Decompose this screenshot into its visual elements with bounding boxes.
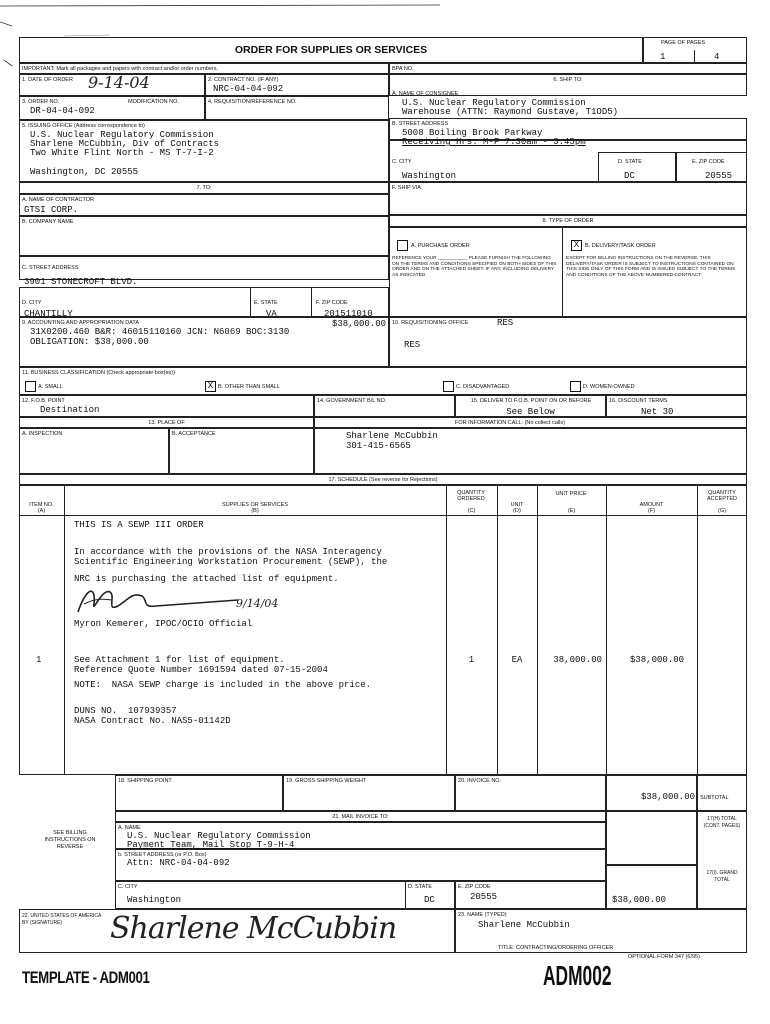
col-item-header: ITEM NO. [29, 502, 54, 508]
gross-weight-label: 19. GROSS SHIPPING WEIGHT [286, 778, 367, 784]
col-qty-header: QUANTITY ORDERED [457, 490, 485, 502]
contractor-label: A. NAME OF CONTRACTOR [22, 197, 95, 203]
other-than-small-label: B. OTHER THAN SMALL [218, 384, 280, 390]
shipping-point-label: 18. SHIPPING POINT [118, 778, 172, 784]
col-amount-sub: (F) [647, 508, 656, 514]
info-phone: 301-415-6565 [346, 441, 411, 451]
discount-terms: Net 30 [641, 407, 674, 417]
col-unit-header: UNIT [510, 502, 524, 508]
duns-line: DUNS NO. 107939357 [74, 706, 177, 716]
col-qty-sub: (C) [467, 508, 476, 514]
issuing-office-line3: Two White Flint North - MS T-7-I-2 [30, 148, 214, 158]
consignee-label: A. NAME OF CONSIGNEE [392, 91, 459, 97]
to-title: 7. TO: [196, 185, 212, 191]
schedule-title: 17. SCHEDULE (See reverse for Rejections) [328, 477, 438, 483]
col-unit-sub: (D) [513, 508, 521, 514]
col-line-b [446, 485, 447, 775]
col-item-sub: (A) [37, 508, 46, 514]
consignee-line2: Warehouse (ATTN: Raymond Gustave, T1OD5) [402, 107, 619, 117]
accounting-label: 9. ACCOUNTING AND APPROPRIATION DATA [22, 320, 140, 326]
col-supplies-header: SUPPLIES OR SERVICES [222, 502, 288, 508]
col-line-c [497, 485, 498, 775]
quantity-ordered: 1 [468, 655, 475, 665]
line-amount: $38,000.00 [629, 655, 684, 665]
col-line-f [697, 485, 698, 775]
mail-title: 21. MAIL INVOICE TO: [332, 814, 389, 820]
type-title: 8. TYPE OF ORDER [542, 218, 594, 224]
official-name: Myron Kemerer, IPOC/OCIO Official [74, 619, 253, 629]
contractor-street: 3901 STONECROFT BLVD. [24, 277, 138, 287]
accounting-line2: OBLIGATION: $38,000.00 [30, 337, 149, 347]
unit-price: 38,000.00 [553, 655, 602, 665]
typed-name-label: 23. NAME (TYPED) [458, 912, 507, 918]
important-notice: IMPORTANT: Mark all packages and papers with contract and/or order numbers. [22, 66, 219, 72]
small-label: A. SMALL [38, 384, 63, 390]
page-count: 4 [714, 52, 720, 62]
grand-total-label: 17(I). GRAND TOTAL [706, 870, 738, 883]
item-number: 1 [36, 655, 42, 665]
col-price-sub: (E) [567, 508, 576, 514]
women-owned-label: D. WOMEN-OWNED [583, 384, 635, 390]
order-number[interactable]: DR-04-04-092 [30, 106, 95, 116]
attachment-line: See Attachment 1 for list of equipment. [74, 655, 285, 665]
bpa-label: BPA NO. [392, 66, 414, 72]
ship-state-box [598, 152, 676, 182]
contractor-state: VA [266, 309, 277, 319]
field-2-label: 2. CONTRACT NO. (IF ANY) [208, 77, 279, 83]
contractor-zip-label: F. ZIP CODE [316, 300, 348, 306]
field-5-label: 5. ISSUING OFFICE (Address correspondence to) [22, 123, 145, 129]
ship-to-title: 6. SHIP TO: [553, 77, 583, 83]
ship-street-label: B. STREET ADDRESS [392, 121, 449, 127]
requisitioning-office-inline: RES [497, 318, 514, 328]
ship-via-box [389, 182, 747, 215]
provisions-line3: NRC is purchasing the attached list of equipment. [74, 574, 339, 584]
see-billing-instructions: SEE BILLING INSTRUCTIONS ON REVERSE [44, 830, 96, 850]
contractor-zip: 201511010 [324, 309, 373, 319]
delivery-task-order-text: EXCEPT FOR BILLING INSTRUCTIONS ON THE REVERSE, THIS DELIVERY/TASK ORDER IS SUBJECT TO INSTRUCTIONS CONTAINED ON THIS SIDE ONLY OF THIS FORM AND IS ISSUED SUBJECT TO THE TERMS AND CONDITIONS OF THE ABOVE-NUMBERED CONTRACT. [566, 256, 736, 278]
ship-city-label: C. CITY [392, 159, 412, 165]
mail-zip-label: E. ZIP CODE [458, 884, 491, 890]
total-cont-pages-label: 17(H) TOTAL (CONT. PAGES) [703, 816, 741, 829]
contractor-city-label: D. CITY [22, 300, 42, 306]
col-line-d [537, 485, 538, 775]
contracting-officer-signature: Sharlene McCubbin [110, 911, 397, 946]
discount-label: 16. DISCOUNT TERMS [609, 398, 668, 404]
info-name: Sharlene McCubbin [346, 431, 438, 441]
signature-date: 9/14/04 [236, 597, 279, 610]
col-supplies-sub: (B) [251, 508, 259, 514]
nasa-contract-line: NASA Contract No. NAS5-01142D [74, 716, 231, 726]
col-line-a [64, 485, 65, 775]
disadvantaged-label: C. DISADVANTAGED [456, 384, 510, 390]
field-3-label: 3. ORDER NO. [22, 99, 60, 105]
mail-state-label: D. STATE [408, 884, 432, 890]
officer-title: TITLE: CONTRACTING/ORDERING OFFICER [498, 945, 614, 951]
place-of-label: 13. PLACE OF [148, 420, 185, 426]
ship-via-label: F. SHIP VIA [392, 185, 421, 191]
mail-name-line2: Payment Team, Mail Stop T-9-H-4 [127, 840, 295, 850]
modification-label: MODIFICATION NO. [128, 99, 179, 105]
note-line: NOTE: NASA SEWP charge is included in the above price. [74, 680, 372, 690]
purchase-order-checkbox[interactable] [397, 240, 408, 251]
grand-total-value: $38,000.00 [611, 895, 666, 905]
business-class-label: 11. BUSINESS CLASSIFICATION (Check appropriate box(es)) [22, 370, 175, 376]
col-accepted-sub: (G) [718, 508, 726, 514]
mail-city-label: C. CITY [118, 884, 138, 890]
requisitioning-label: 10. REQUISITIONING OFFICE [392, 320, 469, 326]
col-price-header: UNIT PRICE [555, 491, 587, 497]
contractor-city: CHANTILLY [24, 309, 73, 319]
typed-name: Sharlene McCubbin [478, 920, 570, 930]
page-of-pages-label: PAGE OF PAGES [661, 40, 706, 46]
issuing-office-line4: Washington, DC 20555 [30, 167, 139, 177]
company-label: B. COMPANY NAME [22, 219, 74, 225]
disadvantaged-checkbox[interactable] [443, 381, 454, 392]
ship-zip-label: E. ZIP CODE [692, 159, 725, 165]
subtotal-label: SUBTOTAL [700, 795, 729, 801]
ship-state: DC [624, 171, 635, 181]
field-1-label: 1. DATE OF ORDER [22, 77, 73, 83]
acceptance-label: B. ACCEPTANCE [172, 431, 216, 437]
women-owned-checkbox[interactable] [570, 381, 581, 392]
unit: EA [511, 655, 523, 665]
gov-bl-label: 14. GOVERNMENT B/L NO. [317, 398, 387, 404]
fob-point: Destination [40, 405, 100, 415]
mail-zip: 20555 [470, 892, 498, 902]
inspection-label: A. INSPECTION [22, 431, 63, 437]
mail-street: Attn: NRC-04-04-092 [127, 858, 230, 868]
invoice-no-label: 20. INVOICE NO. [458, 778, 502, 784]
ship-street-line2: Receiving Hrs: M-F 7:30am - 3:45pm [402, 137, 586, 147]
col-accepted-header: QUANTITY ACCEPTED [707, 490, 737, 502]
col-amount-header: AMOUNT [639, 502, 664, 508]
col-line-e [606, 485, 607, 775]
template-label: TEMPLATE - ADM001 [22, 968, 150, 987]
fob-label: 12. F.O.B. POINT [22, 398, 65, 404]
accounting-line1: 31X0200.460 B&R: 46015110160 JCN: N6069 BOC:3130 [30, 327, 290, 337]
provisions-line1: In accordance with the provisions of the NASA Interagency [74, 547, 382, 557]
total-cont-box [606, 811, 697, 865]
delivery-task-order-label: B. DELIVERY/TASK ORDER [585, 243, 656, 249]
mail-name-line1: U.S. Nuclear Regulatory Commission [127, 831, 311, 841]
signature-label: 22. UNITED STATES OF AMERICA BY (SIGNATURE) [22, 913, 101, 926]
contractor-name: GTSI CORP. [24, 205, 79, 215]
issuing-office-line2: Sharlene McCubbin, Div of Contracts [30, 139, 220, 149]
form-number: OPTIONAL FORM 347 (6/95) [628, 954, 700, 960]
deliver-by: See Below [506, 407, 555, 417]
requisitioning-office: RES [404, 340, 421, 350]
other-than-small-checkbox[interactable]: X [205, 381, 216, 392]
ship-city: Washington [402, 171, 457, 181]
schedule-header-rule [19, 515, 747, 516]
mail-name-label: A. NAME [118, 825, 141, 831]
order-date[interactable]: 9-14-04 [88, 73, 150, 92]
purchase-order-text: REFERENCE YOUR ___________ PLEASE FURNISH THE FOLLOWING ON THE TERMS AND CONDITIONS SPECIFIED ON BOTH SIDES OF THIS ORDER AND ON THE ATTACHED SHEET, IF ANY, INCLUDING DELIVERY AS INDICATED. [392, 256, 557, 278]
issuing-office-line1: U.S. Nuclear Regulatory Commission [30, 130, 214, 140]
page-divider [694, 50, 695, 63]
adm-label: ADM002 [543, 960, 612, 991]
delivery-task-order-checkbox[interactable]: X [571, 240, 582, 251]
form-title: ORDER FOR SUPPLIES OR SERVICES [234, 44, 428, 56]
consignee-line1: U.S. Nuclear Regulatory Commission [402, 98, 586, 108]
company-box [19, 216, 389, 256]
contract-number[interactable]: NRC-04-04-092 [213, 84, 284, 94]
provisions-line2: Scientific Engineering Workstation Procurement (SEWP), the [74, 557, 388, 567]
mail-street-label: b. STREET ADDRESS (or P.O. Box) [118, 852, 207, 858]
ship-zip: 20555 [705, 171, 733, 181]
quote-line: Reference Quote Number 1691594 dated 07-15-2004 [74, 665, 328, 675]
subtotal-value: $38,000.00 [640, 792, 695, 802]
subtotal-label-box [697, 775, 747, 811]
myron-signature [72, 582, 242, 622]
contractor-state-label: E. STATE [254, 300, 278, 306]
contractor-street-label: C. STREET ADDRESS [22, 265, 79, 271]
page-number: 1 [660, 52, 666, 62]
type-divider [562, 227, 563, 317]
ship-street-line1: 5008 Boiling Brook Parkway [402, 128, 543, 138]
field-4-label: 4. REQUISITION/REFERENCE NO. [208, 99, 297, 105]
mail-state: DC [424, 895, 435, 905]
bpa-box [389, 63, 747, 74]
ship-state-label: D. STATE [618, 159, 642, 165]
deliver-by-label: 15. DELIVER TO F.O.B. POINT ON OR BEFORE [470, 398, 592, 404]
accounting-amount: $38,000.00 [331, 319, 386, 329]
sewp-order-line: THIS IS A SEWP III ORDER [74, 520, 204, 530]
info-call-label: FOR INFORMATION CALL: (No collect calls) [455, 420, 565, 426]
small-checkbox[interactable] [25, 381, 36, 392]
purchase-order-label: A. PURCHASE ORDER [411, 243, 470, 249]
mail-city: Washington [127, 895, 182, 905]
